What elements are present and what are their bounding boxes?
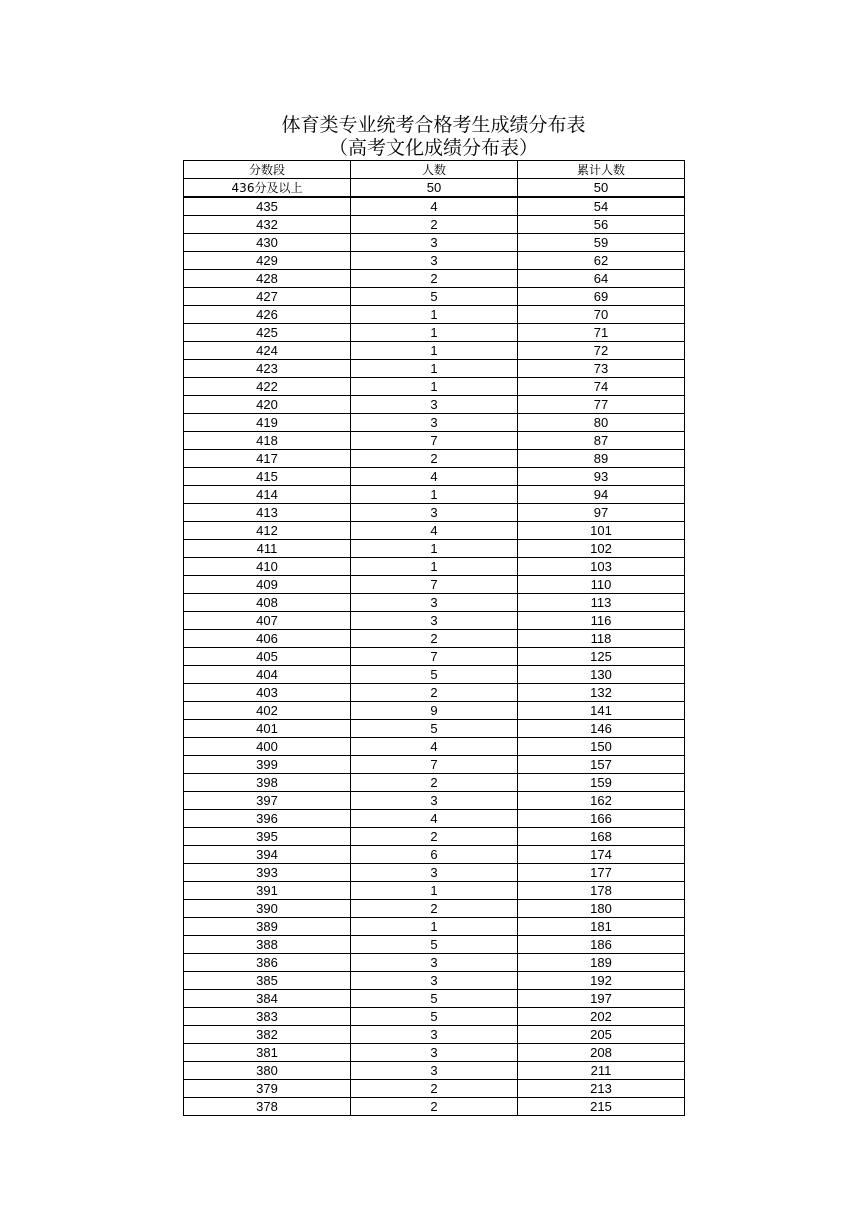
score-cell: 435	[184, 197, 351, 216]
cumulative-cell: 113	[518, 594, 685, 612]
table-row	[184, 792, 685, 810]
score-cell: 393	[184, 864, 351, 882]
cumulative-cell: 168	[518, 828, 685, 846]
table-row	[184, 576, 685, 594]
count-cell: 3	[351, 1062, 518, 1080]
score-cell: 395	[184, 828, 351, 846]
table-row	[184, 990, 685, 1008]
cumulative-cell: 69	[518, 288, 685, 306]
score-cell: 385	[184, 972, 351, 990]
table-row	[184, 179, 685, 198]
count-cell: 7	[351, 432, 518, 450]
score-cell: 401	[184, 720, 351, 738]
table-row	[184, 414, 685, 432]
table-row	[184, 1062, 685, 1080]
count-cell: 9	[351, 702, 518, 720]
count-cell: 3	[351, 1044, 518, 1062]
count-cell: 2	[351, 1080, 518, 1098]
score-cell: 428	[184, 270, 351, 288]
cumulative-cell: 208	[518, 1044, 685, 1062]
count-cell: 3	[351, 252, 518, 270]
page-title: 体育类专业统考合格考生成绩分布表	[281, 114, 586, 136]
score-cell: 404	[184, 666, 351, 684]
cumulative-cell: 70	[518, 306, 685, 324]
table-row	[184, 450, 685, 468]
score-cell: 425	[184, 324, 351, 342]
table-row	[184, 720, 685, 738]
cumulative-cell: 178	[518, 882, 685, 900]
table-row	[184, 882, 685, 900]
table-row	[184, 756, 685, 774]
cumulative-cell: 50	[518, 179, 685, 198]
cumulative-cell: 159	[518, 774, 685, 792]
count-cell: 5	[351, 1008, 518, 1026]
cumulative-cell: 71	[518, 324, 685, 342]
cumulative-cell: 141	[518, 702, 685, 720]
score-cell: 397	[184, 792, 351, 810]
count-cell: 50	[351, 179, 518, 198]
score-cell: 407	[184, 612, 351, 630]
count-cell: 4	[351, 810, 518, 828]
cumulative-cell: 146	[518, 720, 685, 738]
table-header	[184, 161, 685, 179]
score-cell: 390	[184, 900, 351, 918]
count-cell: 1	[351, 360, 518, 378]
score-cell: 409	[184, 576, 351, 594]
cumulative-cell: 74	[518, 378, 685, 396]
count-cell: 3	[351, 954, 518, 972]
score-cell: 429	[184, 252, 351, 270]
table-row	[184, 1080, 685, 1098]
cumulative-cell: 189	[518, 954, 685, 972]
score-cell: 415	[184, 468, 351, 486]
cumulative-cell: 130	[518, 666, 685, 684]
score-cell: 388	[184, 936, 351, 954]
page-subtitle: （高考文化成绩分布表）	[328, 137, 538, 159]
score-cell: 403	[184, 684, 351, 702]
table-row	[184, 702, 685, 720]
score-cell: 391	[184, 882, 351, 900]
count-cell: 5	[351, 288, 518, 306]
count-cell: 4	[351, 522, 518, 540]
count-cell: 2	[351, 900, 518, 918]
score-cell: 381	[184, 1044, 351, 1062]
table-body	[184, 179, 685, 1116]
table-row	[184, 270, 685, 288]
cumulative-cell: 215	[518, 1098, 685, 1116]
score-cell: 426	[184, 306, 351, 324]
score-cell: 380	[184, 1062, 351, 1080]
score-cell: 411	[184, 540, 351, 558]
cumulative-cell: 116	[518, 612, 685, 630]
table-row	[184, 306, 685, 324]
count-cell: 1	[351, 558, 518, 576]
score-cell: 383	[184, 1008, 351, 1026]
cumulative-cell: 56	[518, 216, 685, 234]
score-cell: 418	[184, 432, 351, 450]
count-cell: 3	[351, 594, 518, 612]
score-cell: 396	[184, 810, 351, 828]
count-cell: 3	[351, 972, 518, 990]
count-cell: 2	[351, 270, 518, 288]
cumulative-cell: 174	[518, 846, 685, 864]
table-row	[184, 486, 685, 504]
table-row	[184, 828, 685, 846]
header-row	[184, 161, 685, 179]
column-header-score-range: 分数段	[184, 161, 351, 179]
score-cell: 436分及以上	[184, 179, 351, 198]
count-cell: 5	[351, 720, 518, 738]
score-cell: 398	[184, 774, 351, 792]
cumulative-cell: 166	[518, 810, 685, 828]
count-cell: 4	[351, 738, 518, 756]
score-cell: 384	[184, 990, 351, 1008]
score-cell: 414	[184, 486, 351, 504]
score-cell: 405	[184, 648, 351, 666]
table-row	[184, 918, 685, 936]
table-row	[184, 1008, 685, 1026]
cumulative-cell: 97	[518, 504, 685, 522]
table-row	[184, 522, 685, 540]
count-cell: 3	[351, 792, 518, 810]
table-row	[184, 360, 685, 378]
table-row	[184, 252, 685, 270]
count-cell: 2	[351, 216, 518, 234]
table-row	[184, 396, 685, 414]
cumulative-cell: 177	[518, 864, 685, 882]
count-cell: 3	[351, 1026, 518, 1044]
table-row	[184, 234, 685, 252]
score-cell: 382	[184, 1026, 351, 1044]
count-cell: 1	[351, 306, 518, 324]
count-cell: 7	[351, 576, 518, 594]
count-cell: 2	[351, 684, 518, 702]
score-cell: 417	[184, 450, 351, 468]
cumulative-cell: 186	[518, 936, 685, 954]
count-cell: 7	[351, 648, 518, 666]
cumulative-cell: 192	[518, 972, 685, 990]
table-row	[184, 810, 685, 828]
table-row	[184, 1098, 685, 1116]
cumulative-cell: 87	[518, 432, 685, 450]
score-cell: 427	[184, 288, 351, 306]
table-row	[184, 558, 685, 576]
table-row	[184, 684, 685, 702]
column-header-count: 人数	[351, 161, 518, 179]
score-cell: 408	[184, 594, 351, 612]
count-cell: 7	[351, 756, 518, 774]
cumulative-cell: 89	[518, 450, 685, 468]
table-row	[184, 900, 685, 918]
cumulative-cell: 102	[518, 540, 685, 558]
score-cell: 394	[184, 846, 351, 864]
count-cell: 1	[351, 324, 518, 342]
cumulative-cell: 150	[518, 738, 685, 756]
score-cell: 389	[184, 918, 351, 936]
table-row	[184, 378, 685, 396]
count-cell: 2	[351, 774, 518, 792]
count-cell: 1	[351, 882, 518, 900]
cumulative-cell: 211	[518, 1062, 685, 1080]
score-cell: 424	[184, 342, 351, 360]
cumulative-cell: 110	[518, 576, 685, 594]
score-cell: 410	[184, 558, 351, 576]
count-cell: 2	[351, 828, 518, 846]
cumulative-cell: 64	[518, 270, 685, 288]
table-row	[184, 774, 685, 792]
cumulative-cell: 62	[518, 252, 685, 270]
table-row	[184, 612, 685, 630]
table-row	[184, 738, 685, 756]
cumulative-cell: 132	[518, 684, 685, 702]
count-cell: 3	[351, 612, 518, 630]
count-cell: 5	[351, 990, 518, 1008]
cumulative-cell: 59	[518, 234, 685, 252]
cumulative-cell: 180	[518, 900, 685, 918]
cumulative-cell: 77	[518, 396, 685, 414]
count-cell: 1	[351, 378, 518, 396]
count-cell: 3	[351, 396, 518, 414]
count-cell: 6	[351, 846, 518, 864]
table-row	[184, 197, 685, 216]
count-cell: 3	[351, 234, 518, 252]
score-cell: 419	[184, 414, 351, 432]
cumulative-cell: 73	[518, 360, 685, 378]
cumulative-cell: 197	[518, 990, 685, 1008]
score-cell: 422	[184, 378, 351, 396]
count-cell: 2	[351, 630, 518, 648]
table-row	[184, 846, 685, 864]
table-row	[184, 468, 685, 486]
cumulative-cell: 118	[518, 630, 685, 648]
score-cell: 379	[184, 1080, 351, 1098]
count-cell: 1	[351, 540, 518, 558]
count-cell: 4	[351, 197, 518, 216]
cumulative-cell: 213	[518, 1080, 685, 1098]
cumulative-cell: 72	[518, 342, 685, 360]
score-cell: 412	[184, 522, 351, 540]
table-row	[184, 288, 685, 306]
cumulative-cell: 103	[518, 558, 685, 576]
cumulative-cell: 93	[518, 468, 685, 486]
cumulative-cell: 181	[518, 918, 685, 936]
score-cell: 406	[184, 630, 351, 648]
table-row	[184, 540, 685, 558]
count-cell: 5	[351, 666, 518, 684]
count-cell: 1	[351, 918, 518, 936]
score-cell: 386	[184, 954, 351, 972]
cumulative-cell: 205	[518, 1026, 685, 1044]
count-cell: 1	[351, 342, 518, 360]
cumulative-cell: 162	[518, 792, 685, 810]
score-cell: 413	[184, 504, 351, 522]
table-row	[184, 324, 685, 342]
table-row	[184, 342, 685, 360]
cumulative-cell: 157	[518, 756, 685, 774]
count-cell: 4	[351, 468, 518, 486]
count-cell: 3	[351, 504, 518, 522]
cumulative-cell: 101	[518, 522, 685, 540]
table-row	[184, 1026, 685, 1044]
score-cell: 400	[184, 738, 351, 756]
cumulative-cell: 94	[518, 486, 685, 504]
score-cell: 432	[184, 216, 351, 234]
cumulative-cell: 125	[518, 648, 685, 666]
count-cell: 1	[351, 486, 518, 504]
table-row	[184, 216, 685, 234]
count-cell: 5	[351, 936, 518, 954]
table-row	[184, 432, 685, 450]
cumulative-cell: 202	[518, 1008, 685, 1026]
score-cell: 378	[184, 1098, 351, 1116]
table-row	[184, 1044, 685, 1062]
score-distribution-table	[183, 160, 685, 1116]
column-header-cumulative: 累计人数	[518, 161, 685, 179]
table-row	[184, 936, 685, 954]
table-row	[184, 648, 685, 666]
count-cell: 3	[351, 414, 518, 432]
score-cell: 402	[184, 702, 351, 720]
table-row	[184, 630, 685, 648]
count-cell: 2	[351, 450, 518, 468]
table-row	[184, 954, 685, 972]
table-row	[184, 972, 685, 990]
score-cell: 399	[184, 756, 351, 774]
table-row	[184, 594, 685, 612]
table-row	[184, 504, 685, 522]
score-cell: 423	[184, 360, 351, 378]
table-row	[184, 864, 685, 882]
count-cell: 2	[351, 1098, 518, 1116]
cumulative-cell: 80	[518, 414, 685, 432]
score-cell: 420	[184, 396, 351, 414]
count-cell: 3	[351, 864, 518, 882]
table-row	[184, 666, 685, 684]
cumulative-cell: 54	[518, 197, 685, 216]
score-cell: 430	[184, 234, 351, 252]
